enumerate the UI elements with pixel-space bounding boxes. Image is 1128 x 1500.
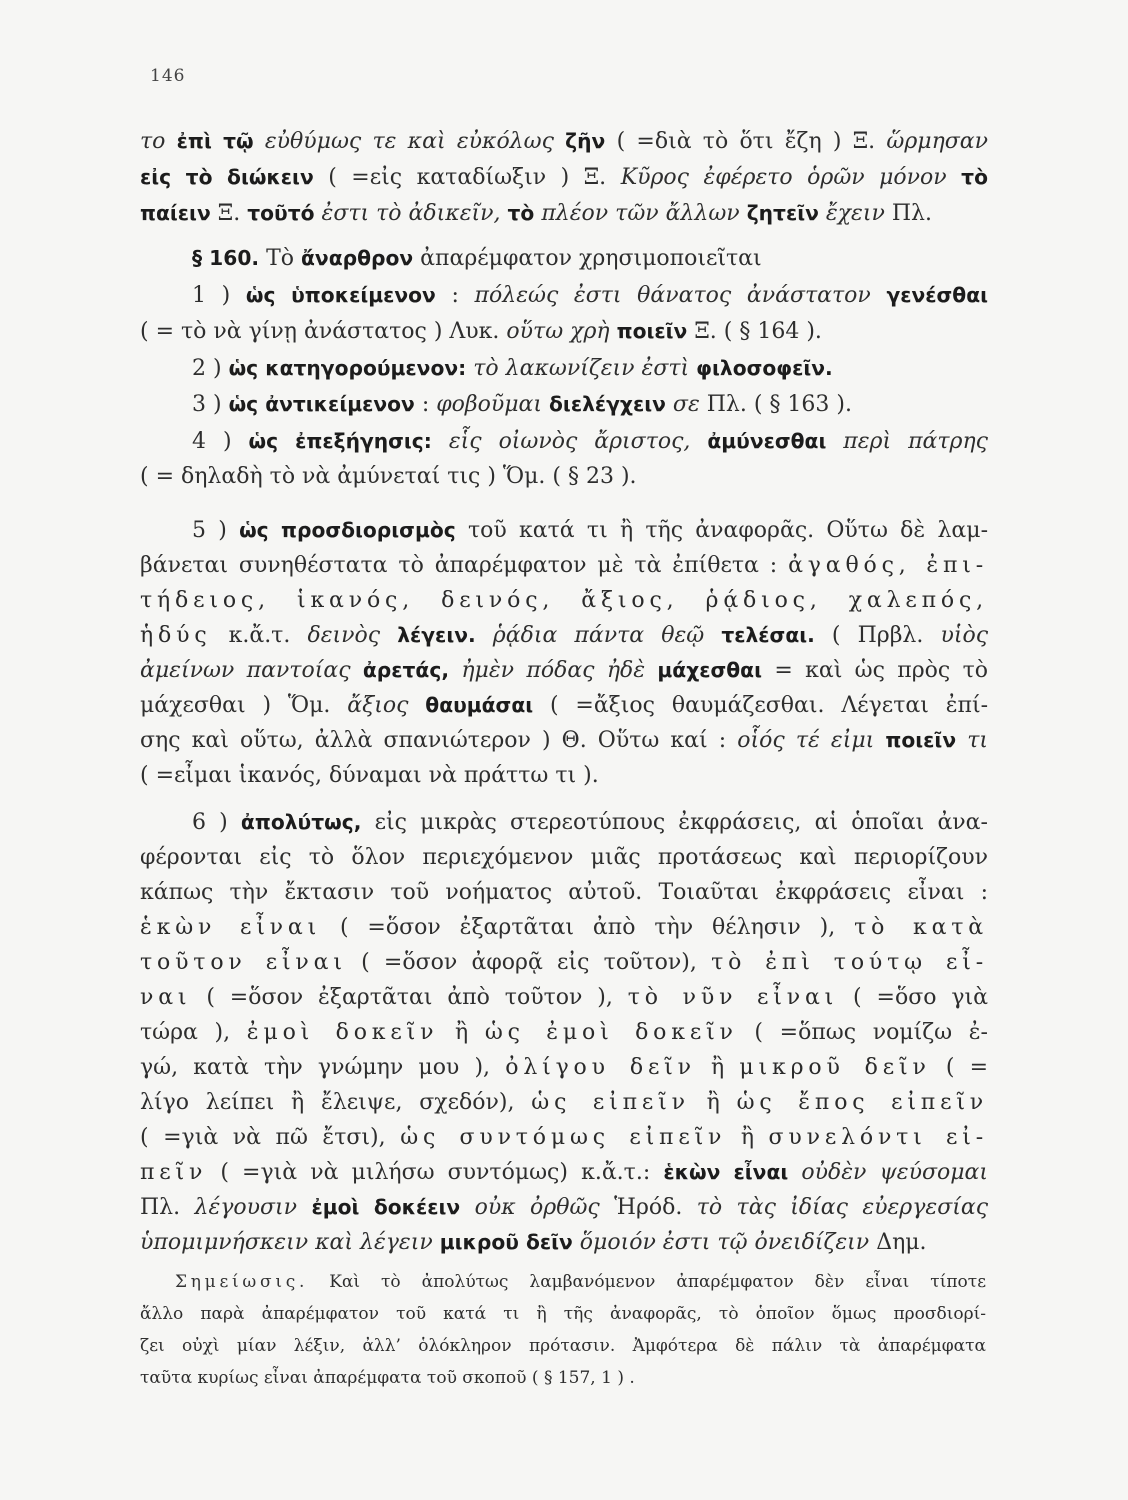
italic-example-text: ῥᾴδια πάντα θεῷ <box>492 622 705 648</box>
spaced-emphasis-text: ναι <box>140 984 192 1010</box>
text-run: ( =ὅσον ἀφορᾷ εἰς τοῦτον), <box>361 949 697 975</box>
text-run: : <box>451 282 459 308</box>
text-run: μάχεσθαι ) Ὅμ. <box>140 692 331 718</box>
spaced-emphasis-text: τήδειος, ἱκανός, δεινός, ἄξιος, ῥᾴδιος, χαλεπός, <box>140 587 988 613</box>
bold-example-text: ποιεῖν <box>616 319 688 343</box>
text-run: ( = <box>945 1054 989 1080</box>
line-content <box>140 1020 988 1045</box>
text-line <box>140 313 988 350</box>
text-run: ( =ὅσο γιὰ <box>853 984 989 1010</box>
italic-example-text: ὅμοιόν ἐστι τῷ ὀνειδίζειν <box>579 1229 870 1255</box>
text-run: Πλ. <box>891 201 932 226</box>
text-line <box>140 688 988 723</box>
line-content <box>192 246 762 271</box>
text-run: = καὶ ὡς πρὸς τὸ <box>774 657 988 683</box>
text-run: ( Πρβλ. <box>831 622 924 648</box>
bold-example-text: ὡς ἀντικείμενον <box>228 392 415 416</box>
page-number: 146 <box>150 66 186 86</box>
text-run: Ξ. <box>217 201 241 226</box>
text-run: ἢ <box>740 1124 754 1150</box>
text-line <box>140 1298 986 1330</box>
line-content <box>140 693 988 718</box>
item-1-subject <box>140 277 988 350</box>
spaced-emphasis-text: ὡς ἔπος εἰπεῖν <box>736 1089 989 1115</box>
spaced-emphasis-text: ἀγαθός, ἐπι- <box>788 552 989 578</box>
italic-example-text: πόλεώς ἐστι θάνατος ἀνάστατον <box>474 282 871 308</box>
line-content <box>140 1125 988 1150</box>
text-run: ἢ <box>454 1019 469 1045</box>
text-run: ταῦτα κυρίως εἶναι ἀπαρέμφατα τοῦ σκοποῦ ( § 157, 1 ) . <box>140 1368 635 1388</box>
bold-example-text: ὡς ἐπεξήγησις: <box>248 428 432 453</box>
line-content <box>140 165 988 190</box>
text-run: ἄλλο παρὰ ἀπαρέμφατον τοῦ κατά τι ἢ τῆς ἀναφορᾶς, τὸ ὁποῖον ὅμως προσδιορί- <box>140 1304 986 1324</box>
text-line <box>140 1155 988 1190</box>
bold-example-text: § 160. <box>192 246 260 270</box>
line-content <box>140 1368 635 1388</box>
text-run: Δημ. <box>876 1229 927 1255</box>
text-run: γώ, κατὰ τὴν γνώμην μου ), <box>140 1054 491 1080</box>
bold-example-text: παίειν <box>140 201 211 225</box>
italic-example-text: τὸ τὰς ἰδίας εὐεργεσίας <box>696 1194 989 1220</box>
italic-example-text: ἔχειν <box>825 201 885 226</box>
text-run: εἰς μικρὰς στερεοτύπους ἐκφράσεις, αἱ ὁποῖαι ἀνα- <box>374 809 988 835</box>
text-run: ( =εἶμαι ἱκανός, δύναμαι νὰ πράττω τι ). <box>140 762 599 788</box>
italic-example-text: Κῦρος ἐφέρετο ὁρῶν μόνον <box>620 165 947 190</box>
text-run: κ.ἄ.τ. <box>228 622 291 648</box>
text-run: ( = τὸ νὰ γίνῃ ἀνάστατος ) Λυκ. <box>140 319 500 344</box>
line-content <box>192 392 852 417</box>
text-run: Ἡρόδ. <box>614 1194 683 1220</box>
line-content <box>140 880 988 905</box>
spaced-emphasis-text: Σημείωσις. <box>175 1272 309 1292</box>
spaced-emphasis-text: ἡδύς <box>140 622 212 648</box>
text-run: Καὶ τὸ ἀπολύτως λαμβανόμενον ἀπαρέμφατον δὲν εἶναι τίποτε <box>329 1272 986 1292</box>
text-run: Πλ. ( § 163 ). <box>706 392 852 417</box>
item-3-object <box>140 386 988 423</box>
italic-example-text: εἷς οἰωνὸς ἄριστος, <box>448 428 691 454</box>
text-line <box>140 875 988 910</box>
line-content <box>140 1055 988 1080</box>
italic-example-text: ὥρμησαν <box>886 129 989 154</box>
italic-example-text: περὶ πάτρης <box>843 428 988 454</box>
line-content <box>140 1230 927 1255</box>
text-body <box>140 123 988 1260</box>
spaced-emphasis-text: τὸ νῦν εἶναι <box>627 984 839 1010</box>
bold-example-text: ζητεῖν <box>746 201 819 225</box>
continued-paragraph <box>140 123 988 231</box>
line-content <box>140 950 988 975</box>
bold-example-text: ἀμύνεσθαι <box>707 428 827 453</box>
text-line <box>140 945 988 980</box>
spaced-emphasis-text: ὡς εἰπεῖν <box>531 1089 690 1115</box>
line-content <box>140 728 988 753</box>
line-content <box>140 464 637 489</box>
text-line <box>140 618 988 653</box>
text-run: ( =γιὰ νὰ πῶ ἔτσι), <box>140 1124 386 1150</box>
text-line <box>140 1085 988 1120</box>
text-run: φέρονται εἰς τὸ ὅλον περιεχόμενον μιᾶς προτάσεως καὶ περιορίζουν <box>140 844 988 870</box>
italic-example-text: τι <box>967 727 989 753</box>
line-content <box>192 283 988 308</box>
italic-example-text: ἄξιος <box>347 692 409 718</box>
item-2-predicate <box>140 350 988 387</box>
text-line <box>140 1190 988 1225</box>
italic-example-text: οὐκ ὀρθῶς <box>474 1194 600 1220</box>
italic-example-text: υἱὸς <box>940 622 989 648</box>
bold-example-text: τὸ <box>961 165 988 189</box>
item-4-epexegesis <box>140 423 988 496</box>
spaced-emphasis-text: ὡς συντόμως εἰπεῖν <box>400 1124 727 1150</box>
text-line <box>140 1330 986 1362</box>
bold-example-text: τελέσαι. <box>721 622 815 647</box>
text-line <box>140 910 988 945</box>
text-run: ( = δηλαδὴ τὸ νὰ ἀμύνεταί τις ) Ὅμ. ( § 23 ). <box>140 464 637 489</box>
section-160-heading <box>140 240 988 277</box>
line-content <box>192 429 988 454</box>
italic-example-text: πλέον τῶν ἄλλων <box>541 201 740 226</box>
text-line <box>140 1266 986 1298</box>
text-run: ( =ὅπως νομίζω ἐ- <box>754 1019 988 1045</box>
bold-example-text: ἑκὼν εἶναι <box>663 1159 789 1184</box>
line-content <box>140 129 988 154</box>
text-run: ( =διὰ τὸ ὅτι ἔζη ) Ξ. <box>616 129 876 154</box>
bold-example-text: μικροῦ δεῖν <box>439 1229 573 1254</box>
spaced-emphasis-text: τὸ κατὰ <box>854 914 988 940</box>
text-line <box>140 758 988 793</box>
text-run: ἀπαρέμφατον χρησιμοποιεῖται <box>420 246 762 271</box>
text-line <box>140 1050 988 1085</box>
line-content <box>140 915 988 940</box>
text-line <box>140 277 988 314</box>
bold-example-text: ὡς κατηγορούμενον: <box>228 355 467 380</box>
spaced-emphasis-text: τὸ ἐπὶ τούτῳ εἶ- <box>711 949 988 975</box>
line-content <box>140 623 988 648</box>
text-run: 2 ) <box>192 355 222 381</box>
bold-example-text: ὡς προσδιορισμὸς <box>239 517 456 542</box>
item-6-absolute-use <box>140 805 988 1260</box>
italic-example-text: σε <box>672 392 700 417</box>
text-line <box>140 513 988 548</box>
bold-example-text: ἀπολύτως, <box>240 809 362 834</box>
italic-example-text: φοβοῦμαι <box>436 392 543 417</box>
italic-example-text: ἀμείνων παντοίας <box>140 657 351 683</box>
spaced-emphasis-text: πεῖν <box>140 1159 208 1185</box>
text-line <box>140 1362 986 1394</box>
line-content <box>140 319 822 344</box>
text-run: τώρα ), <box>140 1019 231 1045</box>
text-line <box>140 240 988 277</box>
spaced-emphasis-text: ὀλίγου δεῖν <box>505 1054 696 1080</box>
text-run: 4 ) <box>192 428 232 454</box>
text-line <box>140 840 988 875</box>
text-line <box>140 386 988 423</box>
bold-example-text: ἀρετάς, <box>362 657 450 682</box>
text-line <box>140 653 988 688</box>
line-content <box>140 553 988 578</box>
text-run: 1 ) <box>192 282 231 308</box>
text-line <box>140 1015 988 1050</box>
bold-example-text: εἰς τὸ διώκειν <box>140 165 314 189</box>
text-run: 6 ) <box>192 809 228 835</box>
italic-example-text: οὐδὲν ψεύσομαι <box>801 1159 988 1185</box>
text-line <box>140 1225 988 1260</box>
text-run: ἢ <box>706 1089 720 1115</box>
bold-example-text: τοῦτό <box>247 201 315 225</box>
spaced-emphasis-text: ἐμοὶ δοκεῖν <box>246 1019 439 1045</box>
text-line <box>140 350 988 387</box>
spaced-emphasis-text: ὡς ἐμοὶ δοκεῖν <box>484 1019 738 1045</box>
text-run: 5 ) <box>192 517 227 543</box>
bold-example-text: ἐπὶ τῷ <box>176 129 254 153</box>
text-line <box>140 723 988 758</box>
text-run: ἢ <box>711 1054 725 1080</box>
spaced-emphasis-text: συνελόντι εἰ- <box>768 1124 988 1150</box>
text-run: ( =γιὰ νὰ μιλήσω συντόμως) κ.ἄ.τ.: <box>220 1159 651 1185</box>
bold-example-text: ἐμοὶ δοκέειν <box>311 1194 461 1219</box>
line-content <box>140 1304 986 1324</box>
line-content <box>175 1272 986 1292</box>
line-content <box>192 810 988 835</box>
spaced-emphasis-text: ἑκὼν εἶναι <box>140 914 322 940</box>
text-line <box>140 123 988 159</box>
line-content <box>140 845 988 870</box>
bold-example-text: λέγειν. <box>397 622 476 647</box>
italic-example-text: ἠμὲν πόδας ἠδὲ <box>461 657 646 683</box>
text-run: : <box>421 392 430 417</box>
spaced-emphasis-text: τοῦτον εἶναι <box>140 949 347 975</box>
italic-example-text: τὸ λακωνίζειν ἐστὶ <box>473 355 690 381</box>
text-run: βάνεται συνηθέστατα τὸ ἀπαρέμφατον μὲ τὰ ἐπίθετα : <box>140 552 778 578</box>
line-content <box>140 1160 988 1185</box>
text-run: ( =εἰς καταδίωξιν ) Ξ. <box>328 165 607 190</box>
text-run: ζει οὐχὶ μίαν λέξιν, ἀλλ’ ὁλόκληρον πρότασιν. Ἀμφότερα δὲ πάλιν τὰ ἀπαρέμφατα <box>140 1336 986 1356</box>
bold-example-text: ποιεῖν <box>885 727 957 752</box>
bold-example-text: φιλοσοφεῖν. <box>696 355 833 380</box>
bold-example-text: ἄναρθρον <box>301 246 414 270</box>
bold-example-text: διελέγχειν <box>549 392 666 416</box>
text-run: λίγο λείπει ἢ ἔλειψε, σχεδόν), <box>140 1089 515 1115</box>
line-content <box>140 1090 988 1115</box>
bold-example-text: θαυμάσαι <box>425 692 534 717</box>
text-line <box>140 423 988 460</box>
bold-example-text: ζῆν <box>565 129 606 153</box>
text-line <box>140 548 988 583</box>
text-run: τοῦ κατά τι ἢ τῆς ἀναφορᾶς. Οὕτω δὲ λαμ- <box>467 517 988 543</box>
line-content <box>140 658 988 683</box>
bold-example-text: ὡς ὑποκείμενον <box>245 282 436 307</box>
line-content <box>192 518 988 543</box>
italic-example-text: οὕτω χρὴ <box>506 319 610 344</box>
bold-example-text: μάχεσθαι <box>657 657 762 682</box>
text-run: Ξ. ( § 164 ). <box>694 319 822 344</box>
line-content <box>140 763 599 788</box>
line-content <box>140 201 932 226</box>
text-line <box>140 980 988 1015</box>
line-content <box>140 588 988 613</box>
italic-example-text: οἷός τέ εἰμι <box>737 727 875 753</box>
text-run: ( =ὅσον ἐξαρτᾶται ἀπὸ τοῦτον ), <box>206 984 613 1010</box>
item-5-specification <box>140 513 988 793</box>
bold-example-text: τὸ <box>507 201 535 225</box>
text-run: ( =ὅσον ἐξαρτᾶται ἀπὸ τὴν θέλησιν ), <box>339 914 836 940</box>
text-run: 3 ) <box>192 392 222 417</box>
italic-example-text: δεινὸς <box>307 622 381 648</box>
text-line <box>140 195 988 231</box>
spaced-emphasis-text: μικροῦ δεῖν <box>739 1054 931 1080</box>
text-run: σης καὶ οὕτω, ἀλλὰ σπανιώτερον ) Θ. Οὕτω καί : <box>140 727 727 753</box>
line-content <box>140 1336 986 1356</box>
text-run: ( =ἄξιος θαυμάζεσθαι. Λέγεται ἐπί- <box>549 692 989 718</box>
bold-example-text: γενέσθαι <box>886 282 988 307</box>
italic-example-text: ἐστι τὸ ἀδικεῖν, <box>321 201 501 226</box>
note-paragraph <box>140 1266 986 1394</box>
text-run: Πλ. <box>140 1194 181 1220</box>
text-run: Τὸ <box>266 246 295 271</box>
italic-example-text: το <box>140 129 166 154</box>
line-content <box>140 1195 988 1220</box>
italic-example-text: ὑπομιμνήσκειν καὶ λέγειν <box>140 1229 433 1255</box>
text-line <box>140 583 988 618</box>
text-line <box>140 159 988 195</box>
line-content <box>140 985 988 1010</box>
italic-example-text: εὐθύμως τε καὶ εὐκόλως <box>264 129 554 154</box>
text-line <box>140 1120 988 1155</box>
text-line <box>140 805 988 840</box>
italic-example-text: λέγουσιν <box>194 1194 298 1220</box>
text-run: κάπως τὴν ἔκτασιν τοῦ νοήματος αὐτοῦ. Τοιαῦται ἐκφράσεις εἶναι : <box>140 879 988 905</box>
line-content <box>192 356 833 381</box>
text-line <box>140 459 988 496</box>
